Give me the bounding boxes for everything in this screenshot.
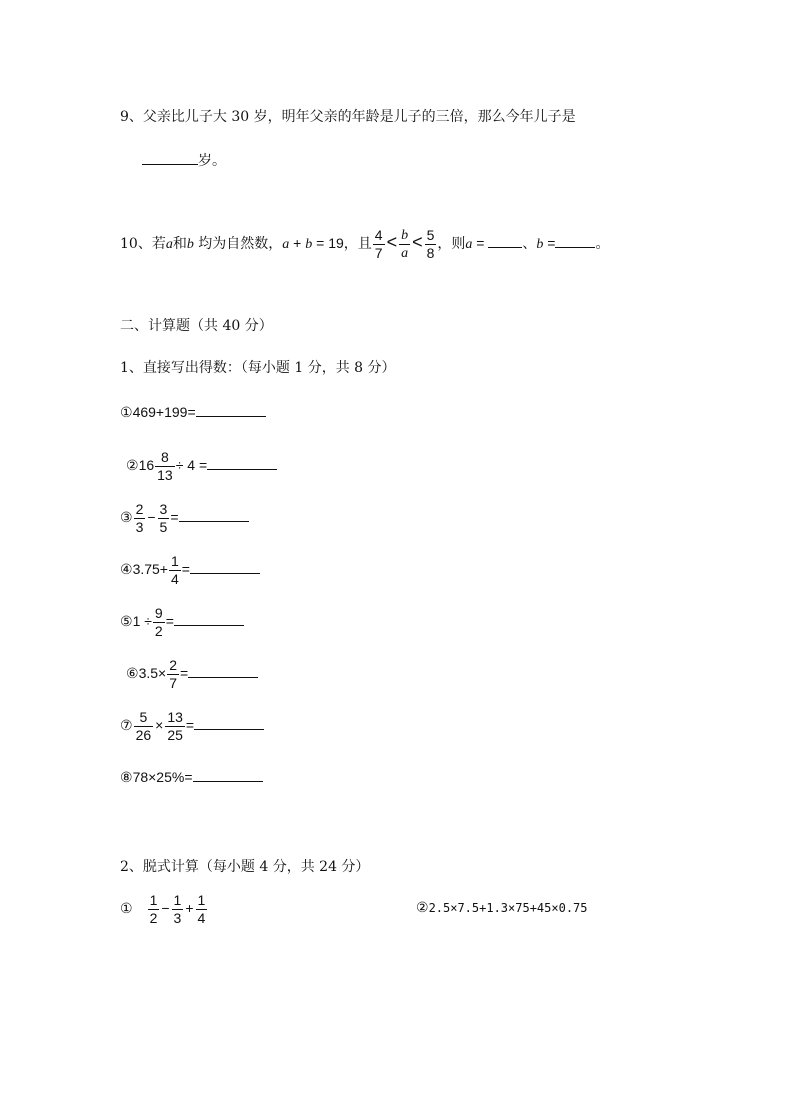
fraction: $\frac{2}{3}$ [135,500,144,535]
var-a: a [282,237,290,252]
answer-blank-a[interactable] [488,233,522,248]
equals-sign: = [180,665,189,681]
q10-prefix: 10、若 [120,236,166,252]
question-9-answer-line [142,150,226,171]
expression: 2.5×7.5+1.3×75+45×0.75 [428,901,588,915]
item-number: ⑥ [126,665,139,681]
section-2-title: 二、计算题（共 40 分） [120,318,273,334]
fraction: $\frac{1}{2}$ [149,891,158,926]
fraction: $\frac{3}{5}$ [159,500,168,535]
question-9-text: 9、父亲比儿子大 30 岁，明年父亲的年龄是儿子的三倍，那么今年儿子是 [120,109,576,125]
equals-sign: = [165,613,174,629]
less-than-sign: < [386,232,398,252]
answer-blank[interactable] [174,611,244,626]
q10-separator: 、 [522,236,537,252]
fraction: $\frac{8}{13}$ [157,448,173,483]
section-title [120,316,273,336]
answer-blank[interactable] [179,507,249,522]
fraction: $\frac{1}{4}$ [197,891,206,926]
calc-item-6 [126,653,258,693]
question-10 [120,222,609,265]
q10-end: 。 [595,236,610,252]
calc-item-3 [120,497,249,537]
mixed-whole: 16 [138,457,155,473]
question-9 [120,107,576,127]
q10-equation: = 19，且 [312,235,372,251]
calc-item-1 [120,402,266,422]
item-number: ⑧ [120,769,133,785]
plus-sign: + [185,900,194,916]
var-b: b [186,237,194,252]
expression: 3.75+ [132,561,168,577]
calc-item-7 [120,705,264,745]
answer-blank[interactable] [194,715,264,730]
times-sign: × [155,717,164,733]
expression: 78×25%= [132,769,193,785]
less-than-sign: < [412,232,423,252]
answer-blank-b[interactable] [555,233,595,248]
fraction: $\frac{5}{26}$ [135,708,152,743]
equals-sign: = [543,235,556,251]
expression: 1 ÷ [132,613,152,629]
equals-sign: = [170,509,179,525]
item-number: ① [120,900,133,916]
equals-sign: = [185,717,195,733]
minus-sign: − [147,509,156,525]
answer-blank[interactable] [196,402,266,417]
answer-blank[interactable] [207,455,277,470]
part-2-title [120,857,369,877]
fraction: $\frac{13}{25}$ [167,708,183,743]
var-b: b [536,237,544,252]
calc-item-8 [120,767,263,787]
var-b: b [305,237,313,252]
q10-and: 和 [172,236,187,252]
answer-blank[interactable] [188,663,258,678]
answer-blank[interactable] [142,150,198,165]
expression: 469+199= [132,404,196,420]
calc-step-1 [120,888,208,928]
fraction-4-7: $\frac{4}{7}$ [374,226,383,261]
fraction: $\frac{2}{7}$ [169,656,177,691]
part-2-title-text: 2、脱式计算（每小题 4 分，共 24 分） [120,859,370,875]
calc-item-2 [126,445,277,485]
fraction: $\frac{1}{3}$ [173,891,182,926]
calc-step-2 [416,898,588,918]
calc-item-4 [120,549,260,589]
expression: 3.5× [138,665,167,681]
part-1-title [120,358,396,378]
calc-item-5 [120,601,244,641]
item-number: ④ [120,561,133,577]
answer-blank[interactable] [193,767,263,782]
var-a: a [465,237,473,252]
fraction: $\frac{1}{4}$ [171,552,179,587]
q10-then: ，则 [437,236,466,252]
item-number: ③ [120,509,133,525]
fraction-5-8: $\frac{5}{8}$ [426,226,435,261]
fraction: $\frac{9}{2}$ [154,604,163,639]
item-number: ② [126,457,139,473]
question-9-unit: 岁。 [198,153,226,169]
plus-sign: + [289,235,306,251]
answer-blank[interactable] [190,559,260,574]
item-number: ① [120,404,133,420]
part-1-title-text: 1、直接写出得数：（每小题 1 分，共 8 分） [120,360,396,376]
item-number: ⑤ [120,613,133,629]
equals-sign: = [472,235,489,251]
var-a: a [165,237,173,252]
item-number: ② [416,900,429,916]
minus-sign: − [161,900,170,916]
q10-condition: 均为自然数， [193,236,283,252]
fraction-b-a: $\frac{b}{a}$ [401,227,409,261]
expression: ÷ 4 = [175,457,208,473]
equals-sign: = [181,561,190,577]
item-number: ⑦ [120,717,133,733]
